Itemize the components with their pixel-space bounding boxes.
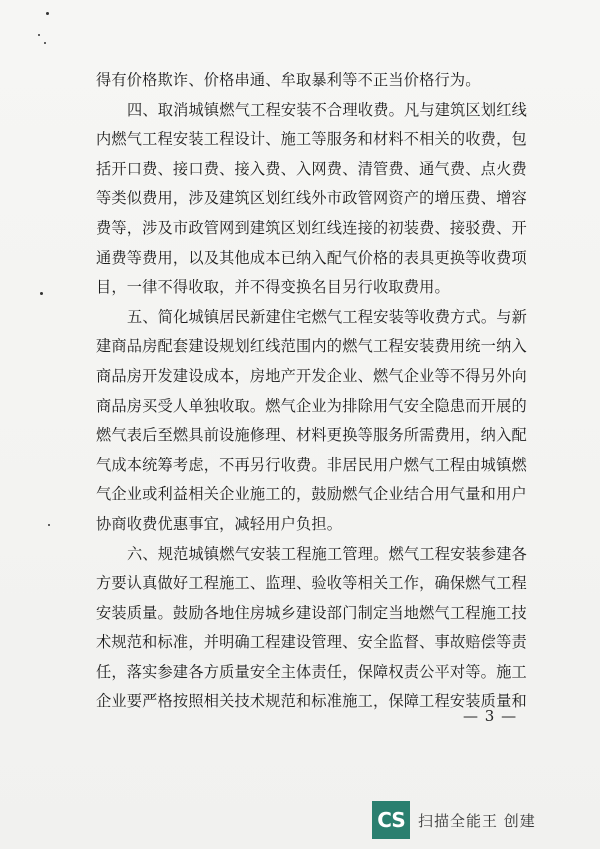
text-line: 通费等费用，以及其他成本已纳入配气价格的表具更换等收费项 (96, 248, 527, 267)
text-line: 得有价格欺诈、价格串通、牟取暴利等不正当价格行为。 (96, 71, 481, 89)
text-line: 方要认真做好工程施工、监理、验收等相关工作，确保燃气工程 (96, 574, 527, 593)
text-line: 括开口费、接口费、接入费、入网费、清管费、通气费、点火费 (96, 159, 527, 178)
text-line: 商品房买受人单独收取。燃气企业为排除用气安全隐患而开展的 (96, 396, 527, 415)
text-line: 术规范和标准，并明确工程建设管理、安全监督、事故赔偿等责 (96, 633, 527, 652)
text-line: 气企业或利益相关企业施工的，鼓励燃气企业结合用气量和用户 (96, 485, 527, 504)
scan-speck (44, 42, 46, 44)
text-line: 气成本统筹考虑，不再另行收费。非居民用户燃气工程由城镇燃 (96, 455, 527, 474)
scan-speck (48, 524, 50, 526)
text-line: 目，一律不得收取，并不得变换名目另行收取费用。 (96, 278, 450, 297)
camscanner-logo-icon: CS (372, 801, 410, 839)
page-number: — 3 — (463, 707, 518, 725)
text-line: 费等，涉及市政管网到建筑区划红线连接的初装费、接驳费、开 (96, 218, 527, 237)
scanner-watermark (372, 800, 536, 840)
text-line: 等类似费用，涉及建筑区划红线外市政管网资产的增压费、增容 (96, 189, 527, 208)
text-line: 商品房开发建设成本，房地产开发企业、燃气企业等不得另外向 (96, 366, 527, 385)
text-line: 六、规范城镇燃气安装工程施工管理。燃气工程安装参建各 (127, 544, 528, 563)
watermark-label: 扫描全能王 创建 (418, 811, 536, 830)
text-line: 协商收费优惠事宜，减轻用户负担。 (96, 514, 343, 533)
scan-speck (38, 34, 40, 36)
text-line: 燃气表后至燃具前设施修理、材料更换等服务所需费用，纳入配 (96, 426, 527, 445)
text-line: 内燃气工程安装工程设计、施工等服务和材料不相关的收费，包 (96, 130, 527, 149)
scan-speck (46, 12, 49, 15)
document-body (96, 66, 528, 717)
text-line: 任，落实参建各方质量安全主体责任，保障权责公平对等。施工 (96, 662, 527, 681)
text-line: 五、简化城镇居民新建住宅燃气工程安装等收费方式。与新 (127, 307, 528, 326)
text-line: 建商品房配套建设规划红线范围内的燃气工程安装费用统一纳入 (96, 337, 527, 356)
scan-speck (40, 292, 43, 295)
text-line: 安装质量。鼓励各地住房城乡建设部门制定当地燃气工程施工技 (96, 603, 527, 622)
text-line: 企业要严格按照相关技术规范和标准施工，保障工程安装质量和 (96, 692, 527, 711)
text-line: 四、取消城镇燃气工程安装不合理收费。凡与建筑区划红线 (127, 100, 528, 119)
